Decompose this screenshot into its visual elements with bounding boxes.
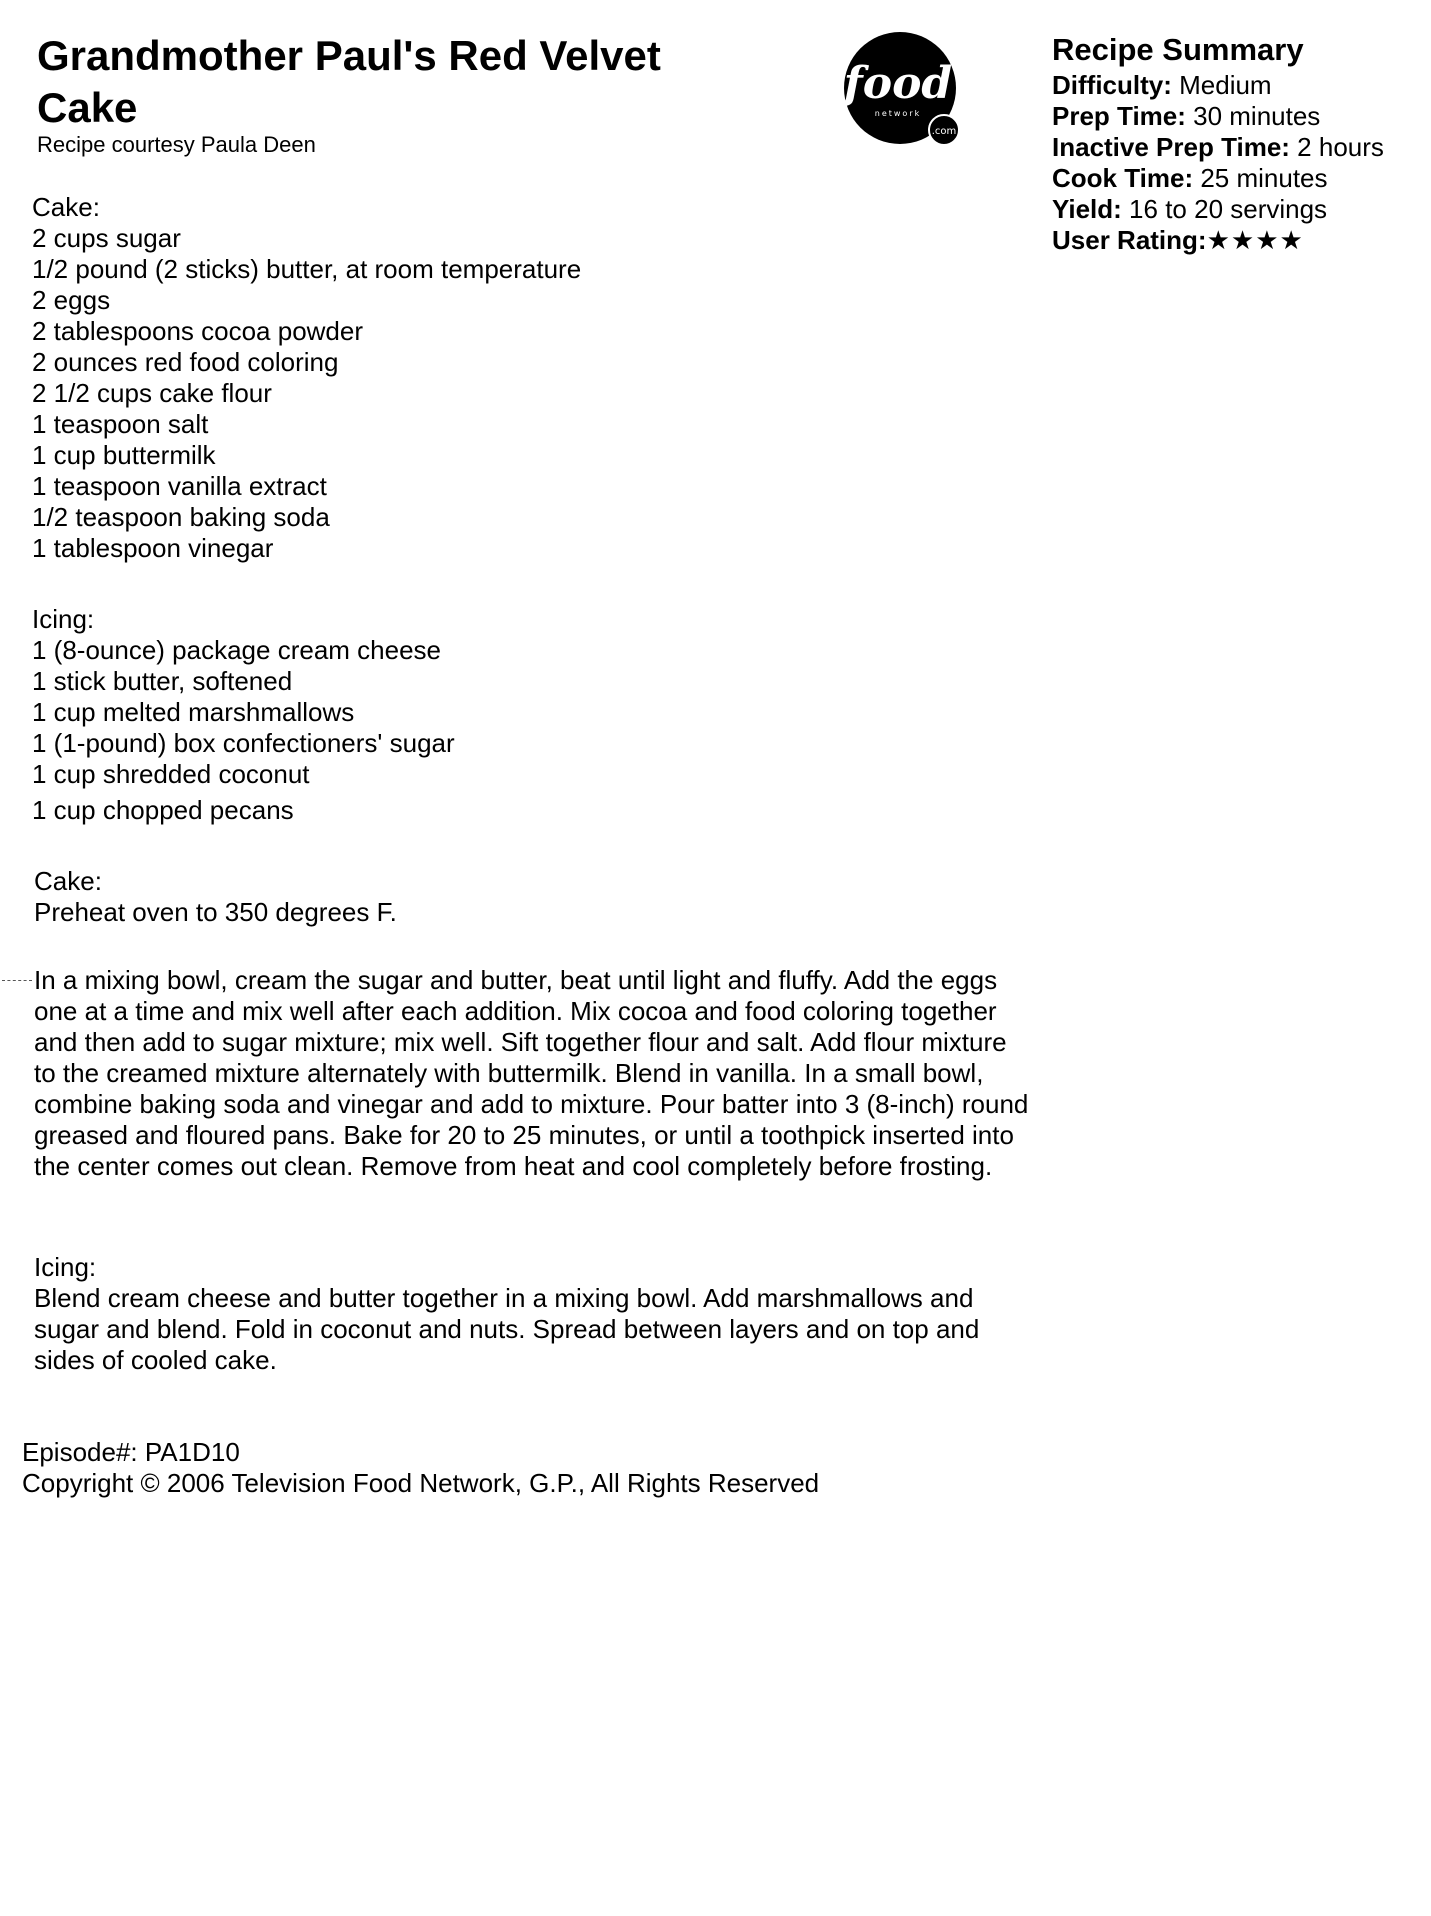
summary-yield [1052, 194, 1422, 225]
summary-user-rating [1052, 225, 1422, 256]
logo-network: network [874, 109, 922, 118]
summary-label: Yield: [1052, 194, 1122, 224]
summary-label: Inactive Prep Time: [1052, 132, 1290, 162]
summary-value: Medium [1171, 70, 1272, 100]
footer [22, 1437, 819, 1499]
ingredients-icing-heading: Icing: [32, 604, 95, 634]
summary-cook-time [1052, 163, 1422, 194]
directions-icing-steps: Blend cream cheese and butter together in a mixing bowl. Add marshmallows and sugar and blend. Fold in coconut and nuts. Spread between layers and on top and sides of cooled cake. [34, 1283, 980, 1375]
ingredients-icing-list [32, 635, 1032, 826]
ingredient-item: 1 cup melted marshmallows [32, 697, 355, 727]
summary-label: Cook Time: [1052, 163, 1194, 193]
ingredients-icing [32, 604, 1032, 826]
directions-preheat: Preheat oven to 350 degrees F. [34, 897, 397, 927]
logo-word: food [843, 58, 953, 109]
ingredients-cake-heading: Cake: [32, 192, 100, 222]
ingredient-item: 1 (1-pound) box confectioners' sugar [32, 728, 455, 758]
ingredient-item: 2 ounces red food coloring [32, 347, 339, 377]
ingredient-item: 1 cup buttermilk [32, 440, 216, 470]
recipe-courtesy: Recipe courtesy Paula Deen [37, 132, 316, 157]
ingredient-item: 1 cup chopped pecans [32, 795, 294, 825]
ingredient-item: 2 cups sugar [32, 223, 181, 253]
summary-value: 30 minutes [1185, 101, 1321, 131]
ingredient-item: 1 cup shredded coconut [32, 759, 310, 789]
ingredients-cake-list [32, 223, 1032, 564]
ingredient-item: 1 teaspoon vanilla extract [32, 471, 327, 501]
copyright: Copyright © 2006 Television Food Network, G.P., All Rights Reserved [22, 1468, 820, 1498]
summary-prep-time [1052, 101, 1422, 132]
summary-value: 2 hours [1289, 132, 1384, 162]
directions-icing-heading: Icing: [34, 1252, 97, 1282]
rating-stars-icon: ★★★★ [1206, 225, 1304, 255]
ingredient-item: 2 1/2 cups cake flour [32, 378, 272, 408]
directions-cake-steps: In a mixing bowl, cream the sugar and butter, beat until light and fluffy. Add the eggs one at a time and mix well after each addition. Mix cocoa and food coloring together and then add to sugar mixture; mix well. Sift together flour and salt. Add flour mixture to the creamed mixture alternately with buttermilk. Blend in vanilla. In a small bowl, combine baking soda and vinegar and add to mixture. Pour batter into 3 (8-inch) round greased and floured pans. Bake for 20 to 25 minutes, or until a toothpick inserted into the center comes out clean. Remove from heat and cool completely before frosting. [34, 965, 1029, 1181]
ingredient-item: 2 eggs [32, 285, 111, 315]
ingredient-item: 1 teaspoon salt [32, 409, 209, 439]
recipe-title: Grandmother Paul's Red Velvet Cake [37, 32, 661, 131]
episode-number: Episode#: PA1D10 [22, 1437, 240, 1467]
summary-heading: Recipe Summary [1052, 32, 1304, 67]
logo-com: .com [931, 126, 957, 137]
recipe-summary [1052, 30, 1422, 256]
ingredients-cake [32, 192, 1032, 564]
ingredient-item: 1 stick butter, softened [32, 666, 293, 696]
margin-mark [2, 980, 32, 981]
directions-cake-heading: Cake: [34, 866, 102, 896]
ingredient-item: 1 (8-ounce) package cream cheese [32, 635, 442, 665]
summary-value: 16 to 20 servings [1121, 194, 1328, 224]
summary-difficulty [1052, 70, 1422, 101]
summary-label: Difficulty: [1052, 70, 1172, 100]
ingredient-item: 2 tablespoons cocoa powder [32, 316, 364, 346]
ingredient-item: 1/2 teaspoon baking soda [32, 502, 330, 532]
food-network-logo-icon [832, 30, 972, 150]
summary-inactive-prep-time [1052, 132, 1422, 163]
ingredient-item: 1/2 pound (2 sticks) butter, at room temperature [32, 254, 582, 284]
ingredient-item: 1 tablespoon vinegar [32, 533, 274, 563]
summary-value: 25 minutes [1193, 163, 1328, 193]
summary-label: Prep Time: [1052, 101, 1186, 131]
summary-label: User Rating: [1052, 225, 1207, 255]
